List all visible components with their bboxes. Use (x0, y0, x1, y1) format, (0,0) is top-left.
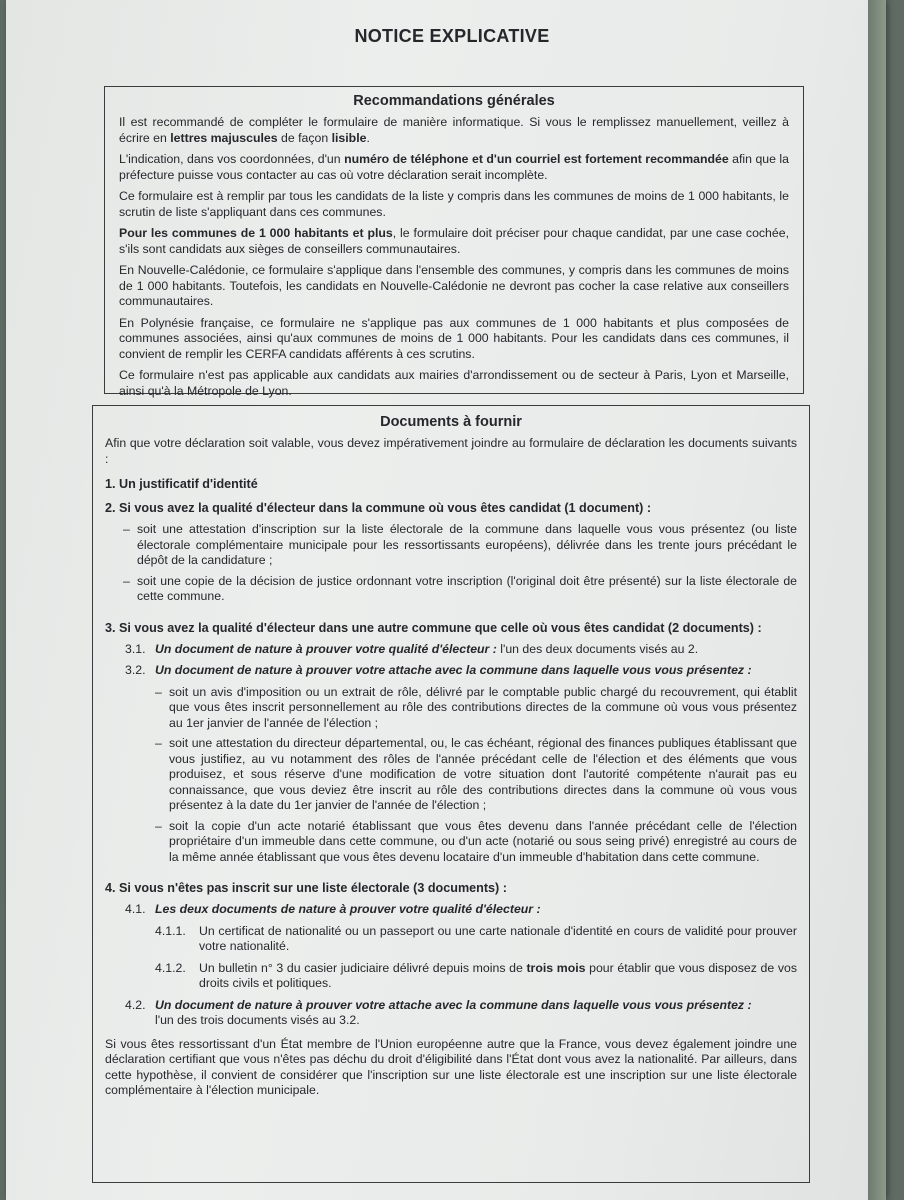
reco-paragraph-7: Ce formulaire n'est pas applicable aux candidats aux mairies d'arrondissement ou de secteur à Paris, Lyon et Marseille, ainsi qu'à la Métropole de Lyon. (119, 368, 789, 398)
section-4-1-2: 4.1.2. Un bulletin n° 3 du casier judiciaire délivré depuis moins de trois mois pour établir que vous disposez de vos droits civils et politiques. (155, 960, 798, 990)
reco-paragraph-5: En Nouvelle-Calédonie, ce formulaire s'applique dans l'ensemble des communes, y compris dans les communes de moins de 1 000 habitants. Toutefois, les candidats en Nouvelle-Calédonie ne devront pas cocher la case relative aux conseillers communautaires. (119, 263, 789, 308)
section-2-heading: 2. Si vous avez la qualité d'électeur dans la commune où vous êtes candidat (1 document) : (105, 501, 652, 515)
section-3-1: 3.1. Un document de nature à prouver votre qualité d'électeur : l'un des deux documents visés au 2. (125, 641, 699, 656)
final-paragraph: Si vous êtes ressortissant d'un État membre de l'Union européenne autre que la France, vous devez également joindre une déclaration certifiant que vous n'êtes pas déchu du droit d'éligibilité dans l'État dont vous avez la nationalité. Par ailleurs, dans cette hypothèse, il convient de considérer que l'inscription sur une liste électorale est une inscription sur une liste électorale complémentaire à l'élection municipale. (105, 1036, 797, 1097)
background-fabric (868, 0, 886, 1200)
reco-paragraph-3: Ce formulaire est à remplir par tous les candidats de la liste y compris dans les communes de moins de 1 000 habitants, le scrutin de liste s'appliquant dans ces communes. (119, 189, 789, 219)
recommendations-box (104, 86, 804, 398)
documents-box (92, 405, 810, 1183)
documents-intro: Afin que votre déclaration soit valable, vous devez impérativement joindre au formulaire de déclaration les documents suivants : (105, 436, 797, 466)
documents-title: Documents à fournir (380, 414, 522, 430)
recommendations-title: Recommandations générales (353, 93, 555, 109)
reco-paragraph-6: En Polynésie française, ce formulaire ne s'applique pas aux communes de 1 000 habitants et plus composées de communes associées, ainsi qu'aux communes de moins de 1 000 habitants. Pour les candidats dans ces communes, il convient de remplir les CERFA candidats afférents à ces scrutins. (119, 315, 789, 361)
section-4-1: 4.1. Les deux documents de nature à prouver votre qualité d'électeur : (125, 902, 541, 916)
page-title: NOTICE EXPLICATIVE (354, 26, 550, 46)
section-4-heading: 4. Si vous n'êtes pas inscrit sur une liste électorale (3 documents) : (105, 881, 507, 895)
section-4-2: 4.2. Un document de nature à prouver votre attache avec la commune dans laquelle vous vous présentez : l'un des trois documents visés au 3.2. (125, 997, 752, 1027)
section-3-2: 3.2. Un document de nature à prouver votre attache avec la commune dans laquelle vous vous présentez : (125, 663, 752, 677)
section-2-item-2: – soit une copie de la décision de justice ordonnant votre inscription (l'original doit être présenté) sur la liste électorale de cette commune. (123, 573, 797, 603)
section-3-2-item-3: – soit la copie d'un acte notarié établissant que vous êtes devenu dans l'année précédant celle de l'élection propriétaire d'un immeuble dans cette commune, ou d'un acte (notarié ou sous seing privé) enregistré au cours de la même année établissant que vous êtes devenu locataire d'un immeuble d'habitation dans cette commune. (155, 818, 797, 864)
section-3-2-item-1: – soit un avis d'imposition ou un extrait de rôle, délivré par le comptable public chargé du recouvrement, qui établit que vous êtes inscrit personnellement au rôle des contributions directes de la commune où vous vous présentez au 1er janvier de l'année de l'élection ; (155, 684, 797, 730)
reco-paragraph-4: Pour les communes de 1 000 habitants et plus, le formulaire doit préciser pour chaque candidat, par une case cochée, s'ils sont candidats aux sièges de conseillers communautaires. (119, 226, 789, 256)
section-1-heading: 1. Un justificatif d'identité (105, 477, 258, 491)
paper-sheet (6, 0, 886, 1200)
section-4-1-1: 4.1.1. Un certificat de nationalité ou un passeport ou une carte nationale d'identité en cours de validité pour prouver votre nationalité. (155, 923, 797, 953)
section-2-item-1: – soit une attestation d'inscription sur la liste électorale de la commune dans laquelle vous vous présentez (ou liste électorale complémentaire municipale pour les ressortissants européens), délivrée dans les trente jours précédant le dépôt de la candidature ; (123, 522, 797, 567)
section-3-2-item-2: – soit une attestation du directeur départemental, ou, le cas échéant, régional des finances publiques établissant que vous justifiez, au vu notamment des rôles de l'année précédant celle de l'élection et des éléments que vous produisez, et sous réserve d'une modification de votre situation dont l'autorité compétente n'aurait pas eu connaissance, que vous deviez être inscrit au rôle des contributions directes dans la commune où vous vous présentez à la date du 1er janvier de l'année de l'élection ; (155, 736, 797, 812)
reco-paragraph-2: L'indication, dans vos coordonnées, d'un numéro de téléphone et d'un courriel est fortement recommandée afin que la préfecture puisse vous contacter au cas où votre déclaration serait incomplète. (119, 152, 789, 182)
section-3-heading: 3. Si vous avez la qualité d'électeur dans une autre commune que celle où vous êtes candidat (2 documents) : (105, 620, 762, 635)
reco-paragraph-1: Il est recommandé de compléter le formulaire de manière informatique. Si vous le remplissez manuellement, veillez à écrire en lettres majuscules de façon lisible. (119, 115, 789, 145)
